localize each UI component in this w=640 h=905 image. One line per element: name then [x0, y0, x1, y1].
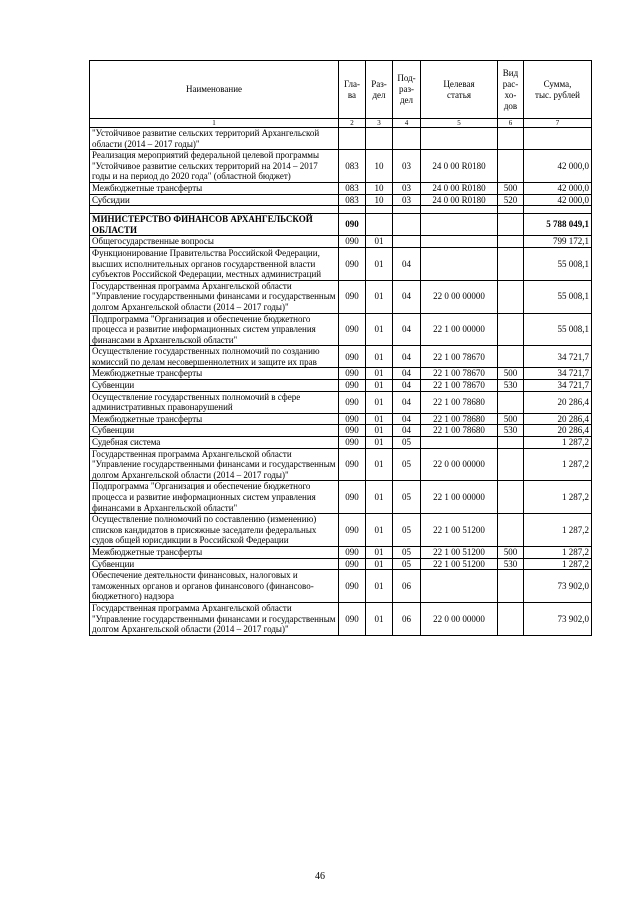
cell-subsection: 05	[393, 481, 421, 514]
cell-sum: 34 721,7	[524, 380, 592, 392]
cell-chapter: 090	[339, 346, 366, 368]
cell-name: Общегосударственные вопросы	[90, 236, 339, 248]
column-number: 4	[393, 119, 421, 128]
cell-subsection: 04	[393, 380, 421, 392]
table-row	[90, 437, 592, 449]
cell-target: 22 1 00 51200	[421, 514, 498, 547]
cell-section: 01	[366, 313, 393, 346]
cell-subsection: 03	[393, 194, 421, 206]
table-row	[90, 182, 592, 194]
cell-expense-type	[498, 481, 524, 514]
cell-name: Функционирование Правительства Российской Федерации, высших исполнительных органов государственной власти субъектов Российской Федерации, местных администраций	[90, 247, 339, 280]
cell-target: 22 1 00 51200	[421, 558, 498, 570]
cell-subsection: 06	[393, 602, 421, 635]
cell-name: Межбюджетные трансферты	[90, 182, 339, 194]
header-chapter: Гла- ва	[339, 61, 366, 119]
cell-sum: 1 287,2	[524, 514, 592, 547]
empty-cell	[393, 206, 421, 214]
header-target: Целевая статья	[421, 61, 498, 119]
table-row	[90, 280, 592, 313]
table-row	[90, 150, 592, 183]
cell-sum: 55 008,1	[524, 280, 592, 313]
cell-target	[421, 247, 498, 280]
cell-expense-type	[498, 448, 524, 481]
cell-sum: 799 172,1	[524, 236, 592, 248]
table-row	[90, 194, 592, 206]
cell-target: 22 0 00 00000	[421, 602, 498, 635]
cell-name: Осуществление полномочий по составлению (изменению) списков кандидатов в присяжные заседатели федеральных судов общей юрисдикции в Российской Федерации	[90, 514, 339, 547]
cell-sum: 34 721,7	[524, 368, 592, 380]
header-subsection: Под- раз- дел	[393, 61, 421, 119]
cell-sum: 20 286,4	[524, 413, 592, 425]
cell-name: Осуществление государственных полномочий по созданию комиссий по делам несовершеннолетних и защите их прав	[90, 346, 339, 368]
cell-sum: 73 902,0	[524, 602, 592, 635]
cell-expense-type: 530	[498, 425, 524, 437]
cell-target	[421, 214, 498, 236]
cell-section	[366, 214, 393, 236]
cell-section: 01	[366, 558, 393, 570]
cell-chapter: 083	[339, 182, 366, 194]
cell-section: 01	[366, 481, 393, 514]
cell-expense-type	[498, 346, 524, 368]
cell-sum: 20 286,4	[524, 425, 592, 437]
cell-chapter: 090	[339, 280, 366, 313]
cell-sum: 5 788 049,1	[524, 214, 592, 236]
cell-name: Государственная программа Архангельской области "Управление государственными финансами и государственным долгом Архангельской области (2014 – 2017 годы)"	[90, 280, 339, 313]
cell-target: 22 1 00 78680	[421, 413, 498, 425]
cell-section: 01	[366, 280, 393, 313]
table-row	[90, 481, 592, 514]
cell-subsection: 04	[393, 247, 421, 280]
cell-name: Государственная программа Архангельской области "Управление государственными финансами и государственным долгом Архангельской области (2014 – 2017 годы)"	[90, 602, 339, 635]
cell-section	[366, 128, 393, 150]
cell-expense-type: 500	[498, 413, 524, 425]
table-row	[90, 236, 592, 248]
empty-cell	[339, 206, 366, 214]
cell-subsection: 04	[393, 368, 421, 380]
cell-target	[421, 236, 498, 248]
table-row	[90, 313, 592, 346]
cell-target: 24 0 00 R0180	[421, 194, 498, 206]
table-row	[90, 425, 592, 437]
cell-chapter: 083	[339, 150, 366, 183]
table-row	[90, 514, 592, 547]
cell-subsection	[393, 214, 421, 236]
cell-expense-type	[498, 514, 524, 547]
cell-chapter: 090	[339, 368, 366, 380]
table-row	[90, 214, 592, 236]
column-number-row	[90, 119, 592, 128]
table-row	[90, 391, 592, 413]
cell-name: Субвенции	[90, 425, 339, 437]
header-name: Наименование	[90, 61, 339, 119]
column-number: 2	[339, 119, 366, 128]
cell-section: 10	[366, 182, 393, 194]
cell-subsection: 05	[393, 514, 421, 547]
cell-target: 22 1 00 78680	[421, 391, 498, 413]
cell-chapter: 083	[339, 194, 366, 206]
cell-subsection	[393, 236, 421, 248]
cell-section: 01	[366, 514, 393, 547]
column-number: 5	[421, 119, 498, 128]
empty-cell	[524, 206, 592, 214]
cell-target: 22 1 00 00000	[421, 481, 498, 514]
cell-chapter: 090	[339, 247, 366, 280]
cell-sum: 55 008,1	[524, 247, 592, 280]
cell-name: "Устойчивое развитие сельских территорий Архангельской области (2014 – 2017 годы)"	[90, 128, 339, 150]
table-row	[90, 346, 592, 368]
cell-name: Подпрограмма "Организация и обеспечение бюджетного процесса и развитие информационных систем управления финансами в Архангельской области"	[90, 481, 339, 514]
cell-sum: 1 287,2	[524, 558, 592, 570]
cell-section: 01	[366, 546, 393, 558]
cell-subsection: 04	[393, 391, 421, 413]
cell-name: Судебная система	[90, 437, 339, 449]
cell-expense-type	[498, 602, 524, 635]
cell-target: 22 1 00 78670	[421, 380, 498, 392]
cell-sum: 34 721,7	[524, 346, 592, 368]
cell-chapter: 090	[339, 448, 366, 481]
cell-sum: 42 000,0	[524, 194, 592, 206]
cell-expense-type: 500	[498, 368, 524, 380]
cell-section: 01	[366, 413, 393, 425]
cell-chapter: 090	[339, 313, 366, 346]
blank-row	[90, 206, 592, 214]
cell-expense-type	[498, 437, 524, 449]
cell-section: 01	[366, 437, 393, 449]
cell-chapter: 090	[339, 437, 366, 449]
cell-name: Межбюджетные трансферты	[90, 413, 339, 425]
header-sum: Сумма, тыс. рублей	[524, 61, 592, 119]
cell-chapter: 090	[339, 236, 366, 248]
cell-name: Подпрограмма "Организация и обеспечение бюджетного процесса и развитие информационных систем управления финансами в Архангельской области"	[90, 313, 339, 346]
cell-section: 01	[366, 570, 393, 603]
cell-sum: 1 287,2	[524, 448, 592, 481]
cell-subsection: 05	[393, 448, 421, 481]
cell-target	[421, 570, 498, 603]
cell-expense-type	[498, 150, 524, 183]
cell-chapter	[339, 128, 366, 150]
cell-section: 01	[366, 602, 393, 635]
cell-name: МИНИСТЕРСТВО ФИНАНСОВ АРХАНГЕЛЬСКОЙ ОБЛАСТИ	[90, 214, 339, 236]
cell-subsection: 05	[393, 437, 421, 449]
cell-expense-type	[498, 280, 524, 313]
cell-section: 01	[366, 425, 393, 437]
cell-expense-type	[498, 214, 524, 236]
table-row	[90, 368, 592, 380]
cell-expense-type: 530	[498, 380, 524, 392]
cell-target: 22 0 00 00000	[421, 448, 498, 481]
cell-expense-type: 500	[498, 182, 524, 194]
cell-sum: 73 902,0	[524, 570, 592, 603]
cell-chapter: 090	[339, 558, 366, 570]
cell-subsection: 03	[393, 182, 421, 194]
cell-name: Межбюджетные трансферты	[90, 546, 339, 558]
cell-section: 01	[366, 448, 393, 481]
table-row	[90, 380, 592, 392]
cell-section: 01	[366, 236, 393, 248]
empty-cell	[421, 206, 498, 214]
table-row	[90, 570, 592, 603]
empty-cell	[90, 206, 339, 214]
cell-expense-type	[498, 247, 524, 280]
column-number: 1	[90, 119, 339, 128]
cell-expense-type	[498, 313, 524, 346]
cell-sum: 1 287,2	[524, 481, 592, 514]
table-row	[90, 602, 592, 635]
cell-section: 10	[366, 194, 393, 206]
cell-subsection: 04	[393, 425, 421, 437]
cell-sum: 42 000,0	[524, 150, 592, 183]
cell-target: 22 1 00 78670	[421, 346, 498, 368]
cell-expense-type	[498, 391, 524, 413]
cell-name: Межбюджетные трансферты	[90, 368, 339, 380]
cell-chapter: 090	[339, 570, 366, 603]
cell-expense-type: 520	[498, 194, 524, 206]
cell-section: 01	[366, 380, 393, 392]
cell-target: 22 1 00 78680	[421, 425, 498, 437]
cell-subsection: 05	[393, 558, 421, 570]
table-row	[90, 448, 592, 481]
cell-target: 22 1 00 51200	[421, 546, 498, 558]
column-number: 7	[524, 119, 592, 128]
table-row	[90, 413, 592, 425]
cell-subsection: 04	[393, 280, 421, 313]
cell-sum: 20 286,4	[524, 391, 592, 413]
cell-section: 01	[366, 346, 393, 368]
cell-sum	[524, 128, 592, 150]
table-row	[90, 546, 592, 558]
cell-expense-type	[498, 128, 524, 150]
table-row	[90, 247, 592, 280]
cell-subsection: 04	[393, 413, 421, 425]
cell-chapter: 090	[339, 481, 366, 514]
cell-target: 24 0 00 R0180	[421, 150, 498, 183]
cell-chapter: 090	[339, 425, 366, 437]
cell-target: 22 1 00 00000	[421, 313, 498, 346]
cell-chapter: 090	[339, 546, 366, 558]
cell-sum: 1 287,2	[524, 437, 592, 449]
cell-sum: 55 008,1	[524, 313, 592, 346]
empty-cell	[498, 206, 524, 214]
budget-table	[89, 60, 592, 636]
table-body	[90, 128, 592, 636]
cell-chapter: 090	[339, 602, 366, 635]
cell-target	[421, 128, 498, 150]
cell-sum: 1 287,2	[524, 546, 592, 558]
column-number: 6	[498, 119, 524, 128]
cell-subsection: 05	[393, 546, 421, 558]
cell-target: 22 0 00 00000	[421, 280, 498, 313]
cell-subsection: 04	[393, 313, 421, 346]
column-number: 3	[366, 119, 393, 128]
cell-expense-type	[498, 236, 524, 248]
cell-section: 01	[366, 391, 393, 413]
cell-name: Осуществление государственных полномочий в сфере административных правонарушений	[90, 391, 339, 413]
cell-chapter: 090	[339, 380, 366, 392]
cell-expense-type: 500	[498, 546, 524, 558]
cell-chapter: 090	[339, 391, 366, 413]
table-row	[90, 558, 592, 570]
empty-cell	[366, 206, 393, 214]
cell-section: 10	[366, 150, 393, 183]
header-row	[90, 61, 592, 119]
cell-name: Государственная программа Архангельской области "Управление государственными финансами и государственным долгом Архангельской области (2014 – 2017 годы)"	[90, 448, 339, 481]
cell-name: Субсидии	[90, 194, 339, 206]
cell-subsection: 06	[393, 570, 421, 603]
cell-subsection	[393, 128, 421, 150]
cell-name: Субвенции	[90, 380, 339, 392]
cell-chapter: 090	[339, 514, 366, 547]
header-expense-type: Вид рас- хо- дов	[498, 61, 524, 119]
table-row	[90, 128, 592, 150]
cell-sum: 42 000,0	[524, 182, 592, 194]
cell-expense-type	[498, 570, 524, 603]
cell-name: Реализация мероприятий федеральной целевой программы "Устойчивое развитие сельских территорий на 2014 – 2017 годы и на период до 2020 года" (областной бюджет)	[90, 150, 339, 183]
cell-expense-type: 530	[498, 558, 524, 570]
cell-target: 24 0 00 R0180	[421, 182, 498, 194]
header-section: Раз- дел	[366, 61, 393, 119]
cell-chapter: 090	[339, 413, 366, 425]
cell-chapter: 090	[339, 214, 366, 236]
cell-subsection: 04	[393, 346, 421, 368]
page-number: 46	[315, 871, 325, 882]
cell-target: 22 1 00 78670	[421, 368, 498, 380]
cell-name: Обеспечение деятельности финансовых, налоговых и таможенных органов и органов финансового (финансово-бюджетного) надзора	[90, 570, 339, 603]
cell-section: 01	[366, 247, 393, 280]
cell-subsection: 03	[393, 150, 421, 183]
cell-section: 01	[366, 368, 393, 380]
cell-name: Субвенции	[90, 558, 339, 570]
cell-target	[421, 437, 498, 449]
